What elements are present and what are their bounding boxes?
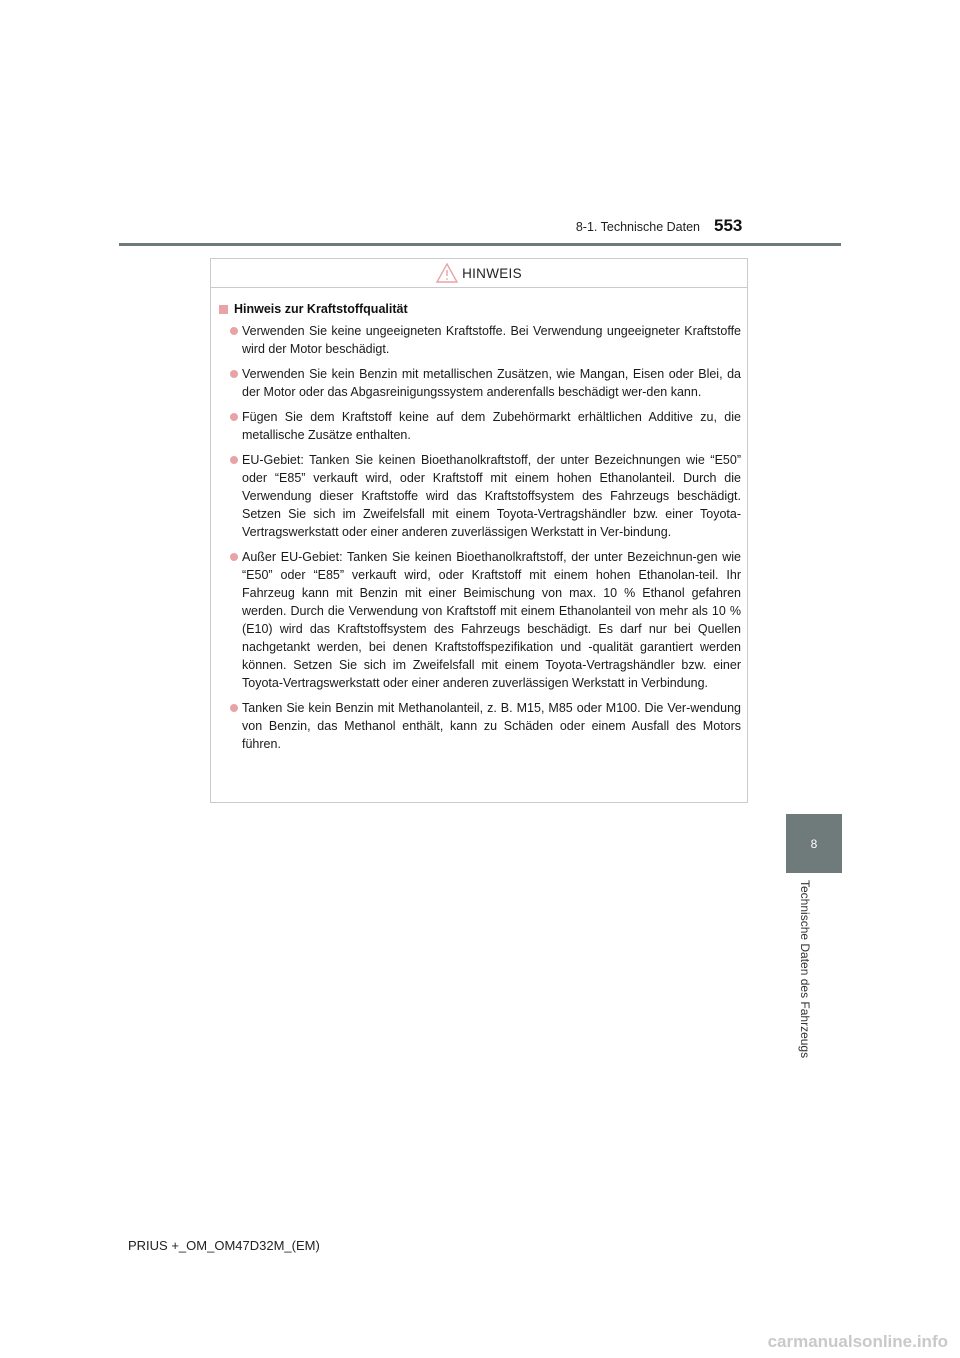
page-number: 553	[714, 216, 743, 235]
list-item-text: EU-Gebiet: Tanken Sie keinen Bioethanolkraftstoff, der unter Bezeichnungen wie “E50” oder “E85” verkauft wird, oder Kraftstoff mit einem hohen Ethanolanteil. Durch die Verwendung dieser Kraftstoffe wird das Kraftstoffsystem des Fahrzeugs beschädigt. Setzen Sie sich im Zweifelsfall mit einem Toyota-Vertragshändler bzw. einer Toyota-Vertragswerkstatt oder einer anderen zuverlässigen Werkstatt in Ver-bindung.	[242, 453, 741, 539]
list-item	[219, 699, 741, 753]
list-item-text: Verwenden Sie kein Benzin mit metallischen Zusätzen, wie Mangan, Eisen oder Blei, da der Motor oder das Abgasreinigungssystem anderenfalls beschädigt wer-den kann.	[242, 367, 741, 399]
list-item	[219, 322, 741, 358]
notice-body	[211, 288, 747, 753]
list-item-text: Verwenden Sie keine ungeeigneten Kraftstoffe. Bei Verwendung ungeeigneter Kraftstoffe wird der Motor beschädigt.	[242, 324, 741, 356]
list-item-text: Außer EU-Gebiet: Tanken Sie keinen Bioethanolkraftstoff, der unter Bezeichnun-gen wie “E50” oder “E85” verkauft wird, oder Kraftstoff mit einem hohen Ethanolan-teil. Ihr Fahrzeug kann mit Benzin mit einer Beimischung von max. 10 % Ethanol gefahren werden. Durch die Verwendung von Kraftstoff mit einem Ethanolanteil von mehr als 10 % (E10) wird das Kraftstoffsystem des Fahrzeugs beschädigt. Es darf nur bei Quellen nachgetankt werden, bei denen Kraftstoffspezifikation und -qualität garantiert werden können. Setzen Sie sich im Zweifelsfall mit einem Toyota-Vertragshändler bzw. einer Toyota-Vertragswerkstatt oder einer anderen zuverlässigen Werkstatt in Verbindung.	[242, 550, 741, 690]
list-item-text: Tanken Sie kein Benzin mit Methanolanteil, z. B. M15, M85 oder M100. Die Ver-wendung von Benzin, das Methanol enthält, kann zu Schäden oder einem Ausfall des Motors führen.	[242, 701, 741, 751]
list-item	[219, 365, 741, 401]
list-item	[219, 548, 741, 692]
bullet-icon	[230, 456, 238, 464]
notice-box	[210, 258, 748, 803]
bullet-icon	[230, 327, 238, 335]
section-title-text: Hinweis zur Kraftstoffqualität	[234, 302, 408, 316]
square-bullet-icon	[219, 305, 228, 314]
document-code: PRIUS +_OM_OM47D32M_(EM)	[128, 1238, 320, 1253]
chapter-number: 8	[810, 836, 818, 851]
notice-header	[211, 259, 747, 288]
bullet-icon	[230, 413, 238, 421]
list-item-text: Fügen Sie dem Kraftstoff keine auf dem Zubehörmarkt erhältlichen Additive zu, die metallische Zusätze enthalten.	[242, 410, 741, 442]
header-divider	[119, 243, 841, 246]
section-heading: 8-1. Technische Daten	[575, 220, 700, 234]
notice-heading: HINWEIS	[462, 265, 522, 281]
list-item	[219, 408, 741, 444]
bullet-icon	[230, 553, 238, 561]
bullet-icon	[230, 370, 238, 378]
bullet-icon	[230, 704, 238, 712]
chapter-tab	[786, 814, 842, 873]
list-item	[219, 451, 741, 541]
warning-icon	[436, 263, 458, 283]
section-title	[219, 302, 741, 316]
chapter-title-vertical: Technische Daten des Fahrzeugs	[798, 880, 812, 1059]
watermark: carmanualsonline.info	[767, 1332, 948, 1351]
